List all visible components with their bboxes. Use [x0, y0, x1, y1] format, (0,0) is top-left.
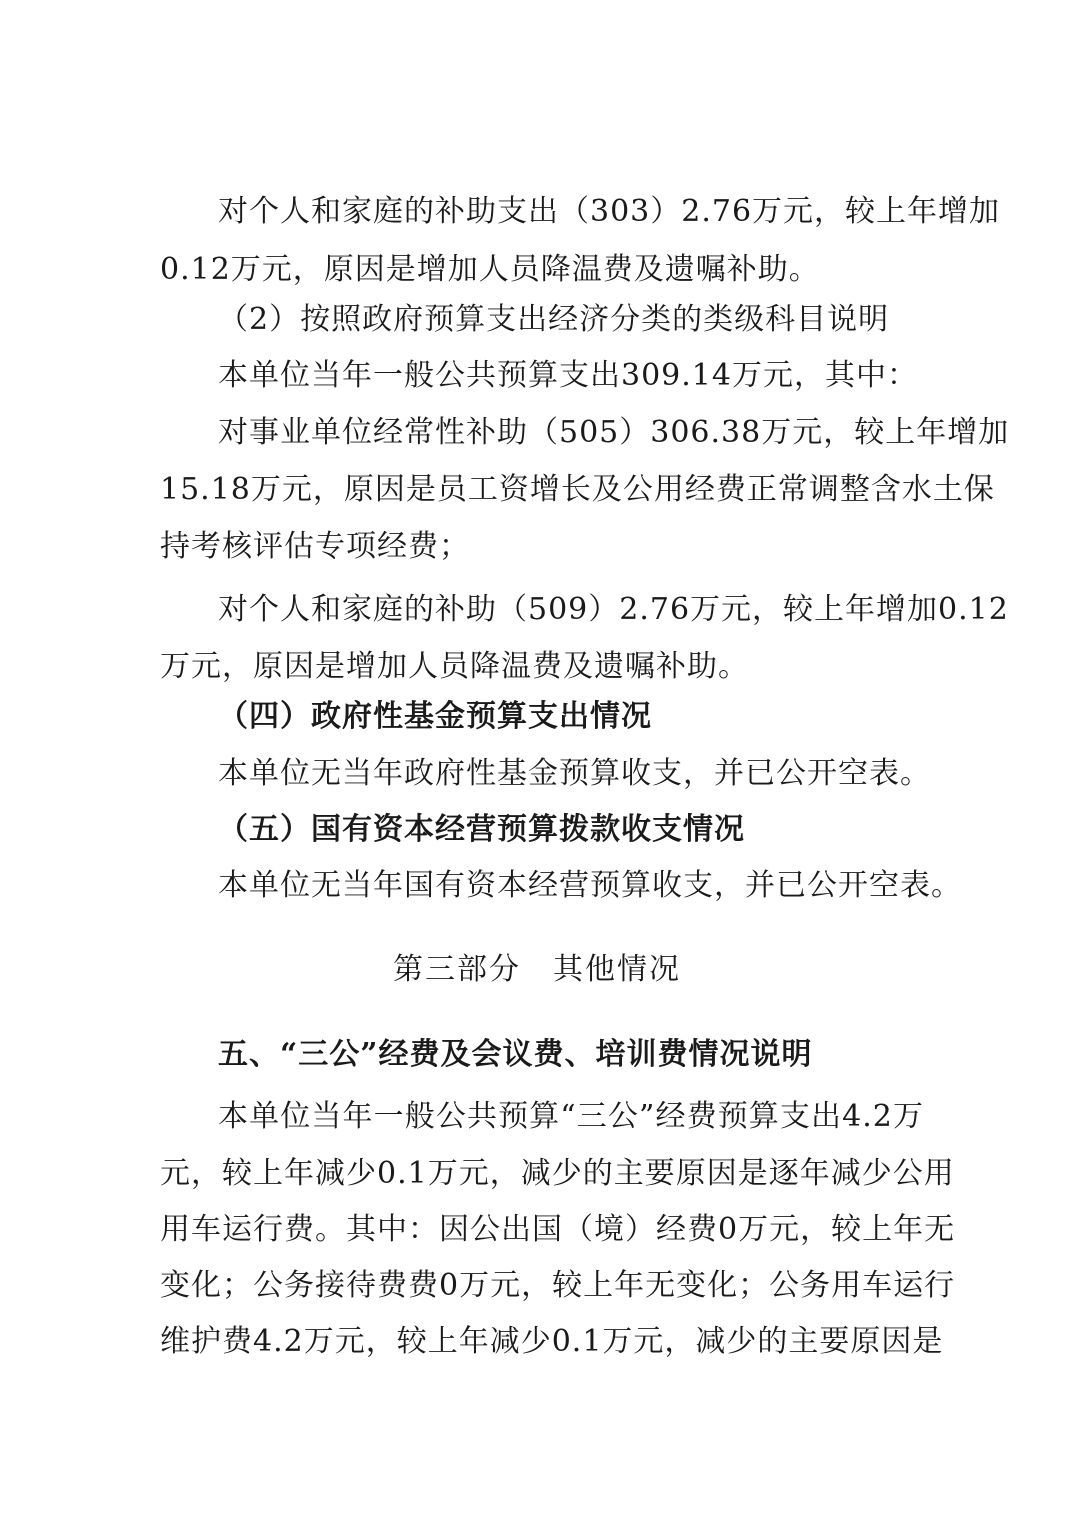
- paragraph-line: 用车运行费。其中：因公出国（境）经费0万元，较上年无: [160, 1212, 956, 1247]
- paragraph-line: 对个人和家庭的补助支出（303）2.76万元，较上年增加: [218, 194, 1001, 229]
- paragraph-line: 本单位无当年国有资本经营预算收支，并已公开空表。: [218, 868, 962, 903]
- paragraph-line: 对个人和家庭的补助（509）2.76万元，较上年增加0.12: [218, 592, 1009, 627]
- section-subheading: （2）按照政府预算支出经济分类的类级科目说明: [218, 302, 890, 337]
- paragraph-line: 元，较上年减少0.1万元，减少的主要原因是逐年减少公用: [160, 1156, 955, 1191]
- paragraph-line: 万元，原因是增加人员降温费及遗嘱补助。: [160, 649, 749, 684]
- section-heading: （四）政府性基金预算支出情况: [218, 699, 652, 734]
- paragraph-line: 变化；公务接待费费0万元，较上年无变化；公务用车运行: [160, 1268, 956, 1303]
- paragraph-line: 0.12万元，原因是增加人员降温费及遗嘱补助。: [160, 252, 820, 287]
- paragraph-line: 维护费4.2万元，较上年减少0.1万元，减少的主要原因是: [160, 1324, 944, 1359]
- paragraph-line: 对事业单位经常性补助（505）306.38万元，较上年增加: [218, 415, 1010, 450]
- part-title: 第三部分 其他情况: [393, 952, 681, 987]
- paragraph-line: 持考核评估专项经费；: [160, 529, 470, 564]
- paragraph-line: 15.18万元，原因是员工资增长及公用经费正常调整含水土保: [160, 472, 995, 507]
- section-heading: 五、“三公”经费及会议费、培训费情况说明: [218, 1037, 813, 1072]
- paragraph-line: 本单位当年一般公共预算支出309.14万元，其中：: [218, 358, 918, 393]
- section-heading: （五）国有资本经营预算拨款收支情况: [218, 812, 745, 847]
- paragraph-line: 本单位无当年政府性基金预算收支，并已公开空表。: [218, 756, 931, 791]
- paragraph-line: 本单位当年一般公共预算“三公”经费预算支出4.2万: [218, 1099, 924, 1134]
